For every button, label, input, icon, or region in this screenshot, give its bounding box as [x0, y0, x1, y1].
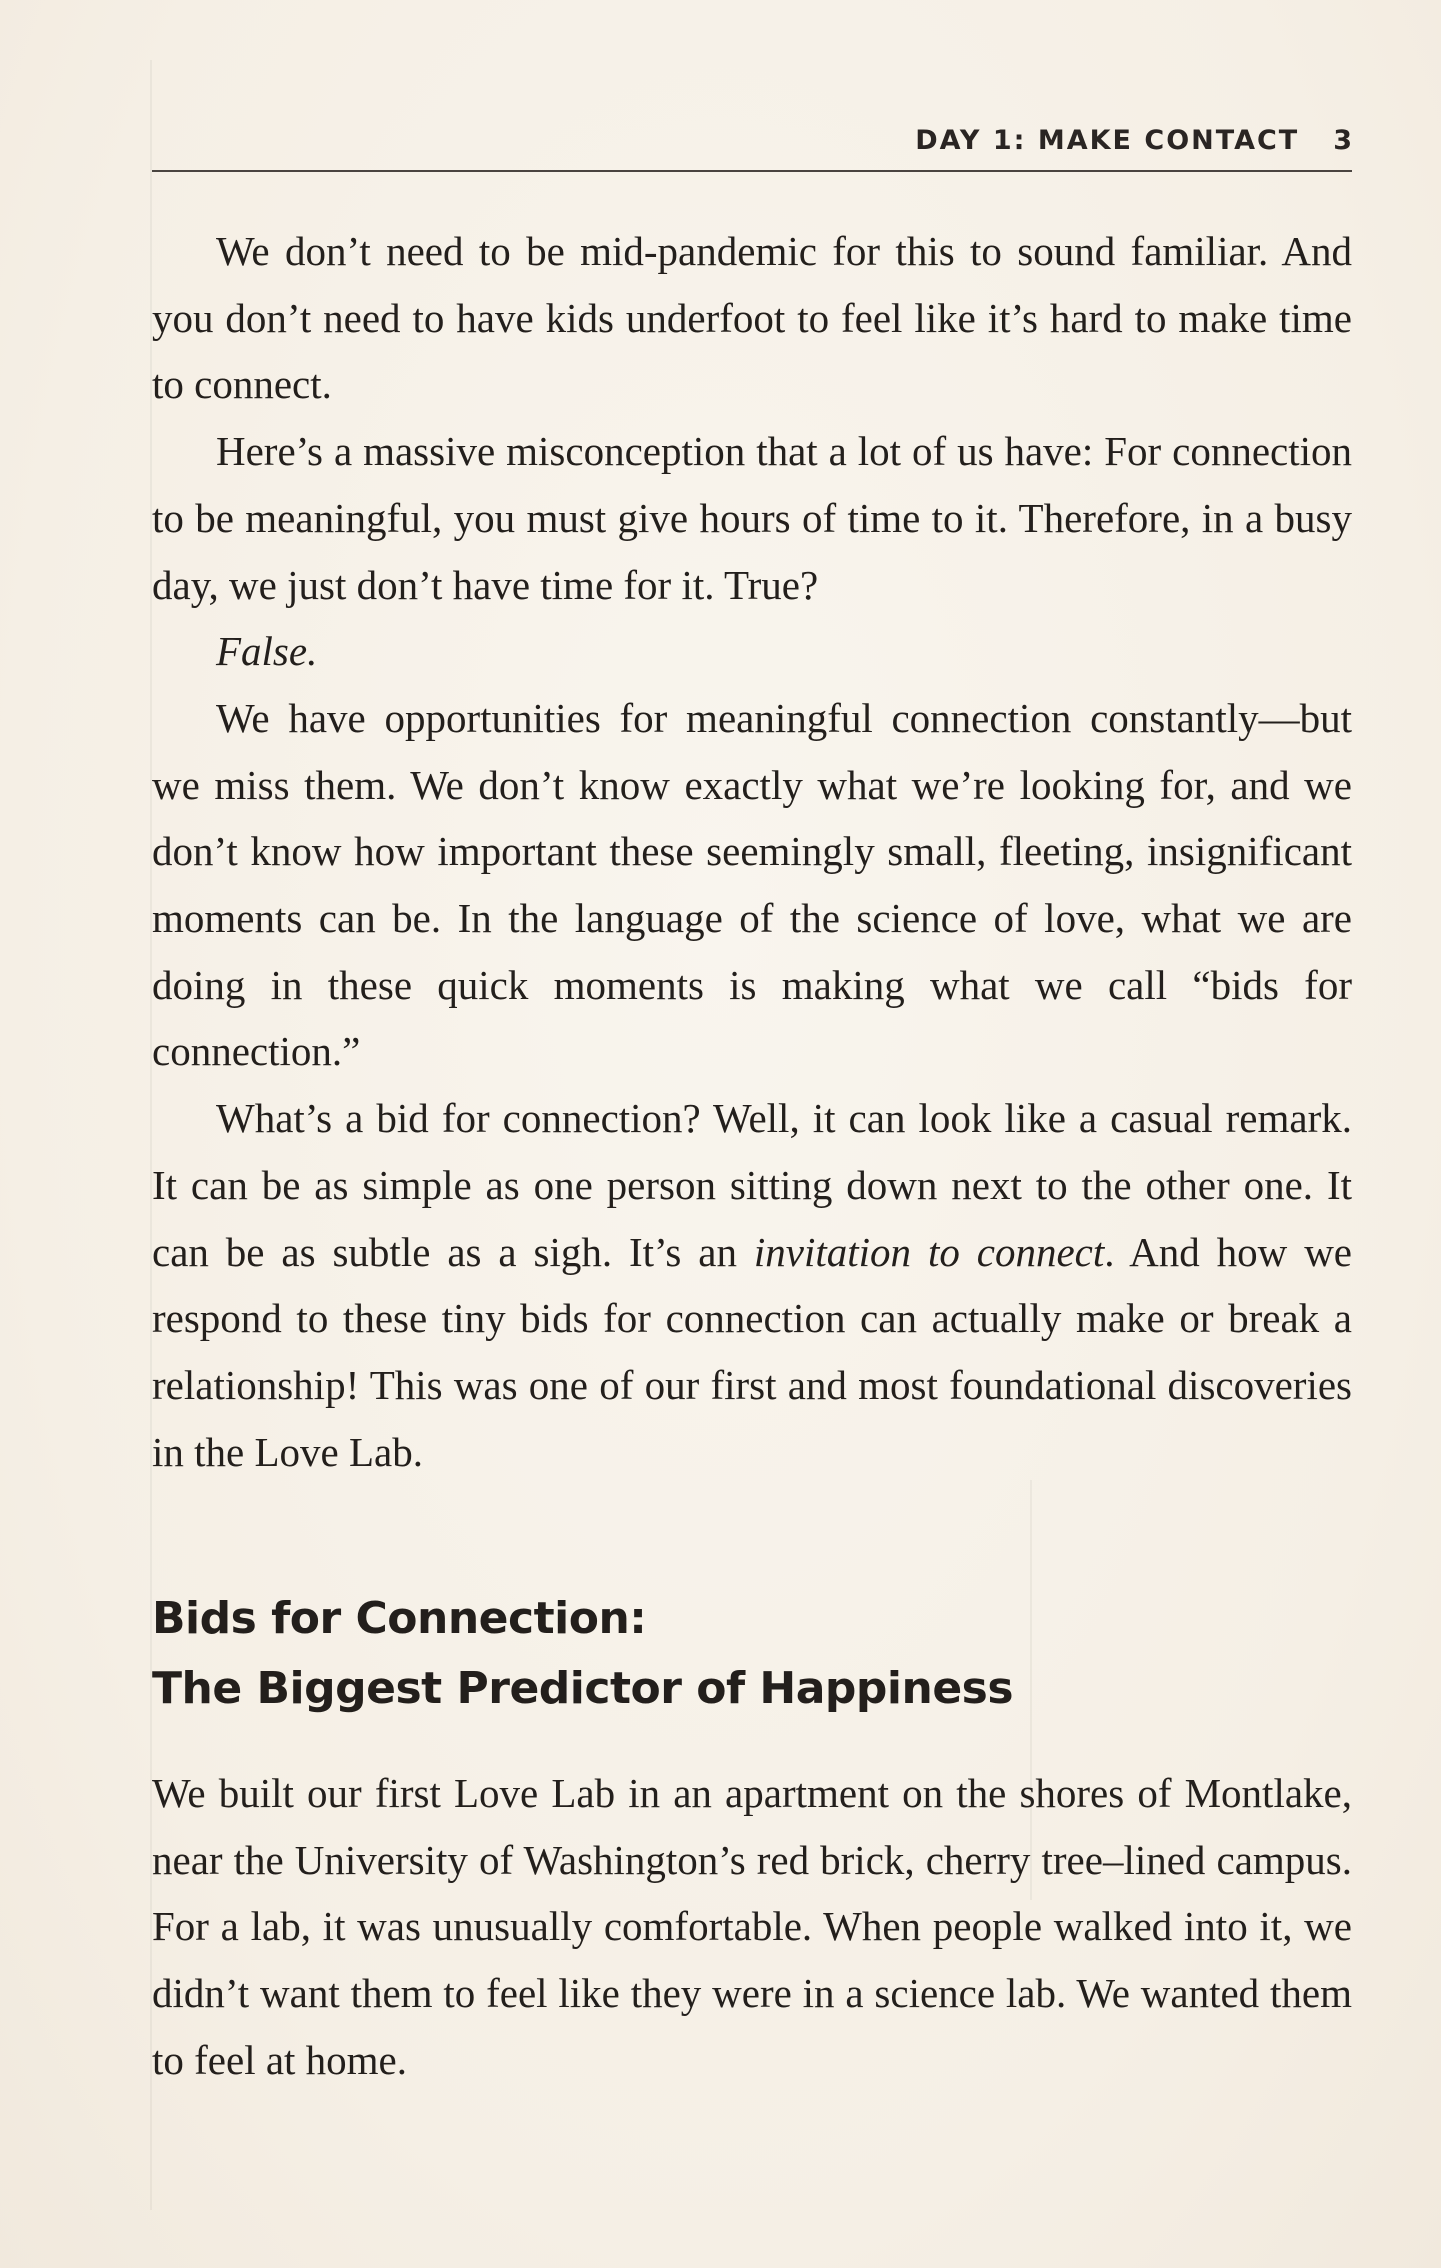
section-heading [152, 1584, 1352, 1724]
page-number: 3 [1333, 124, 1352, 156]
body-text [152, 218, 1352, 1485]
paragraph-3 [152, 618, 1352, 685]
paragraph-2-text: Here’s a massive misconception that a lot of us have: For connection to be meaningful, you must give hours of time to it. Therefore, in a busy day, we just don’t have time for it. True? [152, 428, 1352, 608]
paragraph-5 [152, 1085, 1352, 1485]
header-rule [152, 170, 1352, 172]
section-body [152, 1760, 1352, 2094]
section-heading-line-2: The Biggest Predictor of Happiness [152, 1663, 1014, 1714]
paragraph-2 [152, 418, 1352, 618]
paragraph-1-text: We don’t need to be mid-pandemic for this to sound familiar. And you don’t need to have kids underfoot to feel like it’s hard to make time to connect. [152, 228, 1352, 408]
paragraph-5-text-b: . And how we respond to these tiny bids for connection can actually make or break a relationship! This was one of our first and most foundational discoveries in the Love Lab. [152, 1228, 1353, 1475]
paragraph-5-text-a: What’s a bid for connection? Well, it can look like a casual remark. It can be as simple as one person sitting down next to the other one. It can be as subtle as a sigh. It’s an [152, 1095, 1352, 1275]
paragraph-1 [152, 218, 1352, 418]
section-heading-line-1: Bids for Connection: [152, 1593, 647, 1644]
scan-artifact [150, 60, 152, 2210]
scan-artifact [1030, 1480, 1032, 1900]
paragraph-3-text: False. [216, 628, 318, 675]
running-head-title: DAY 1: MAKE CONTACT [915, 124, 1300, 156]
running-head [152, 120, 1352, 160]
section-paragraph: We built our first Love Lab in an apartment on the shores of Montlake, near the University of Washington’s red brick, cherry tree–lined campus. For a lab, it was unusually comfortable. When people walked into it, we didn’t want them to feel like they were in a science lab. We wanted them to feel at home. [152, 1770, 1352, 2083]
paragraph-5-emphasis: invitation to connect [753, 1228, 1105, 1275]
paragraph-4-text: We have opportunities for meaningful connection constantly—but we miss them. We don’t know exactly what we’re looking for, and we don’t know how important these seemingly small, fleeting, insignificant moments can be. In the language of the science of love, what we are doing in these quick moments is making what we call “bids for connection.” [152, 694, 1352, 1075]
paragraph-4 [152, 685, 1352, 1085]
